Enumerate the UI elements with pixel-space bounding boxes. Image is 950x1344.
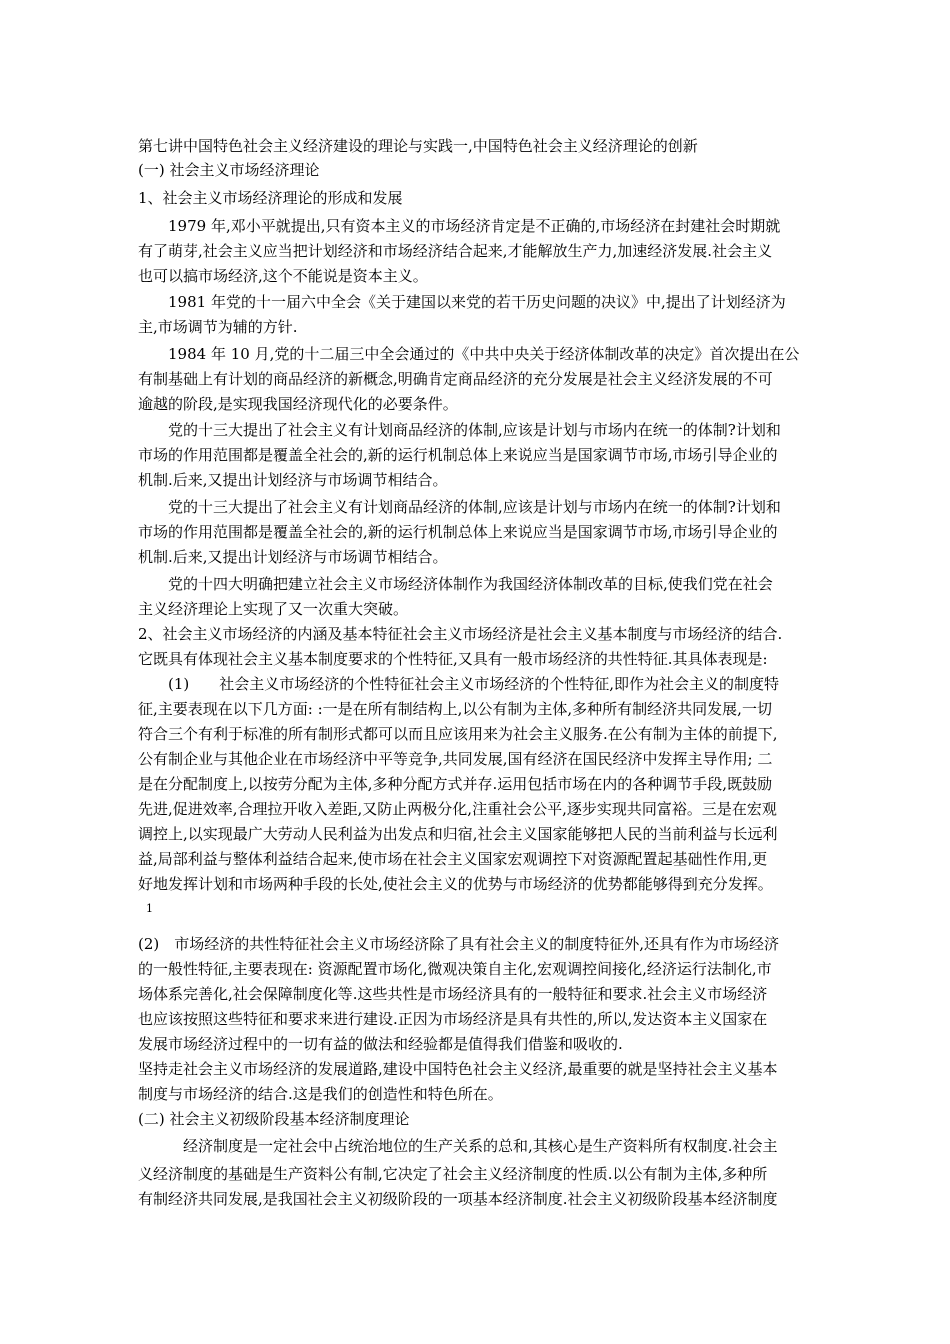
text-line: 党的十三大提出了社会主义有计划商品经济的体制,应该是计划与市场内在统一的体制?计划和 xyxy=(138,498,781,516)
text-line: 经济制度是一定社会中占统治地位的生产关系的总和,其核心是生产资料所有权制度.社会主 xyxy=(138,1137,778,1155)
text-line: 2、社会主义市场经济的内涵及基本特征社会主义市场经济是社会主义基本制度与市场经济的结合. xyxy=(138,625,783,643)
text-line: 场体系完善化,社会保障制度化等.这些共性是市场经济具有的一般特征和要求.社会主义市场经济 xyxy=(138,985,768,1003)
text-line: 机制.后来,又提出计划经济与市场调节相结合。 xyxy=(138,471,448,489)
text-line: 1981 年党的十一届六中全会《关于建国以来党的若干历史问题的决议》中,提出了计划经济为 xyxy=(138,293,786,311)
text-line: 机制.后来,又提出计划经济与市场调节相结合。 xyxy=(138,548,448,566)
text-line: 逾越的阶段,是实现我国经济现代化的必要条件。 xyxy=(138,395,458,413)
text-line: 是在分配制度上,以按劳分配为主体,多种分配方式并存.运用包括市场在内的各种调节手段,既鼓励 xyxy=(138,775,773,793)
text-line: 益,局部利益与整体利益结合起来,使市场在社会主义国家宏观调控下对资源配置起基础性作用,更 xyxy=(138,850,768,868)
text-line: 主义经济理论上实现了又一次重大突破。 xyxy=(138,600,409,618)
text-line: 1979 年,邓小平就提出,只有资本主义的市场经济肯定是不正确的,市场经济在封建社会时期就 xyxy=(138,217,781,235)
text-line: (2) 市场经济的共性特征社会主义市场经济除了具有社会主义的制度特征外,还具有作为市场经济 xyxy=(138,935,780,953)
text-line: 主,市场调节为辅的方针. xyxy=(138,318,298,336)
text-line: 先进,促进效率,合理拉开收入差距,又防止两极分化,注重社会公平,逐步实现共同富裕。三是在宏观 xyxy=(138,800,777,818)
text-line: (一) 社会主义市场经济理论 xyxy=(138,161,320,179)
text-line: 也应该按照这些特征和要求来进行建设.正因为市场经济是具有共性的,所以,发达资本主义国家在 xyxy=(138,1010,768,1028)
text-line: 1984 年 10 月,党的十二届三中全会通过的《中共中央关于经济体制改革的决定》首次提出在公 xyxy=(138,345,800,363)
text-line: 发展市场经济过程中的一切有益的做法和经验都是值得我们借鉴和吸收的. xyxy=(138,1035,623,1053)
text-line: 符合三个有利于标准的所有制形式都可以而且应该用来为社会主义服务.在公有制为主体的前提下, xyxy=(138,725,778,743)
text-line: 它既具有体现社会主义基本制度要求的个性特征,又具有一般市场经济的共性特征.其具体表现是: xyxy=(138,650,768,668)
text-line: 党的十三大提出了社会主义有计划商品经济的体制,应该是计划与市场内在统一的体制?计划和 xyxy=(138,421,781,439)
text-line: 也可以搞市场经济,这个不能说是资本主义。 xyxy=(138,267,428,285)
text-line: 有了萌芽,社会主义应当把计划经济和市场经济结合起来,才能解放生产力,加速经济发展.社会主义 xyxy=(138,242,773,260)
text-line: 第七讲中国特色社会主义经济建设的理论与实践一,中国特色社会主义经济理论的创新 xyxy=(138,137,698,155)
text-line: 调控上,以实现最广大劳动人民利益为出发点和归宿,社会主义国家能够把人民的当前利益与长远利 xyxy=(138,825,778,843)
text-line: 公有制企业与其他企业在市场经济中平等竞争,共同发展,国有经济在国民经济中发挥主导作用; 二 xyxy=(138,750,773,768)
text-line: 好地发挥计划和市场两种手段的长处,使社会主义的优势与市场经济的优势都能够得到充分发挥。 xyxy=(138,875,773,893)
text-line: 市场的作用范围都是覆盖全社会的,新的运行机制总体上来说应当是国家调节市场,市场引导企业的 xyxy=(138,446,778,464)
text-line: (二) 社会主义初级阶段基本经济制度理论 xyxy=(138,1110,410,1128)
text-line: 坚持走社会主义市场经济的发展道路,建设中国特色社会主义经济,最重要的就是坚持社会主义基本 xyxy=(138,1060,778,1078)
text-line: 的一般性特征,主要表现在: 资源配置市场化,微观决策自主化,宏观调控间接化,经济运行法制化,市 xyxy=(138,960,772,978)
text-line: (1) 社会主义市场经济的个性特征社会主义市场经济的个性特征,即作为社会主义的制度特 xyxy=(138,675,780,693)
text-line: 有制基础上有计划的商品经济的新概念,明确肯定商品经济的充分发展是社会主义经济发展的不可 xyxy=(138,370,773,388)
text-line: 1、社会主义市场经济理论的形成和发展 xyxy=(138,189,403,207)
text-line: 征,主要表现在以下几方面: :一是在所有制结构上,以公有制为主体,多种所有制经济共同发展,一切 xyxy=(138,700,772,718)
text-line: 义经济制度的基础是生产资料公有制,它决定了社会主义经济制度的性质.以公有制为主体,多种所 xyxy=(138,1165,768,1183)
page-number: 1 xyxy=(146,902,153,915)
text-line: 党的十四大明确把建立社会主义市场经济体制作为我国经济体制改革的目标,使我们党在社会 xyxy=(138,575,773,593)
text-line: 制度与市场经济的结合.这是我们的创造性和特色所在。 xyxy=(138,1085,503,1103)
text-line: 有制经济共同发展,是我国社会主义初级阶段的一项基本经济制度.社会主义初级阶段基本经济制度 xyxy=(138,1190,778,1208)
text-line: 市场的作用范围都是覆盖全社会的,新的运行机制总体上来说应当是国家调节市场,市场引导企业的 xyxy=(138,523,778,541)
